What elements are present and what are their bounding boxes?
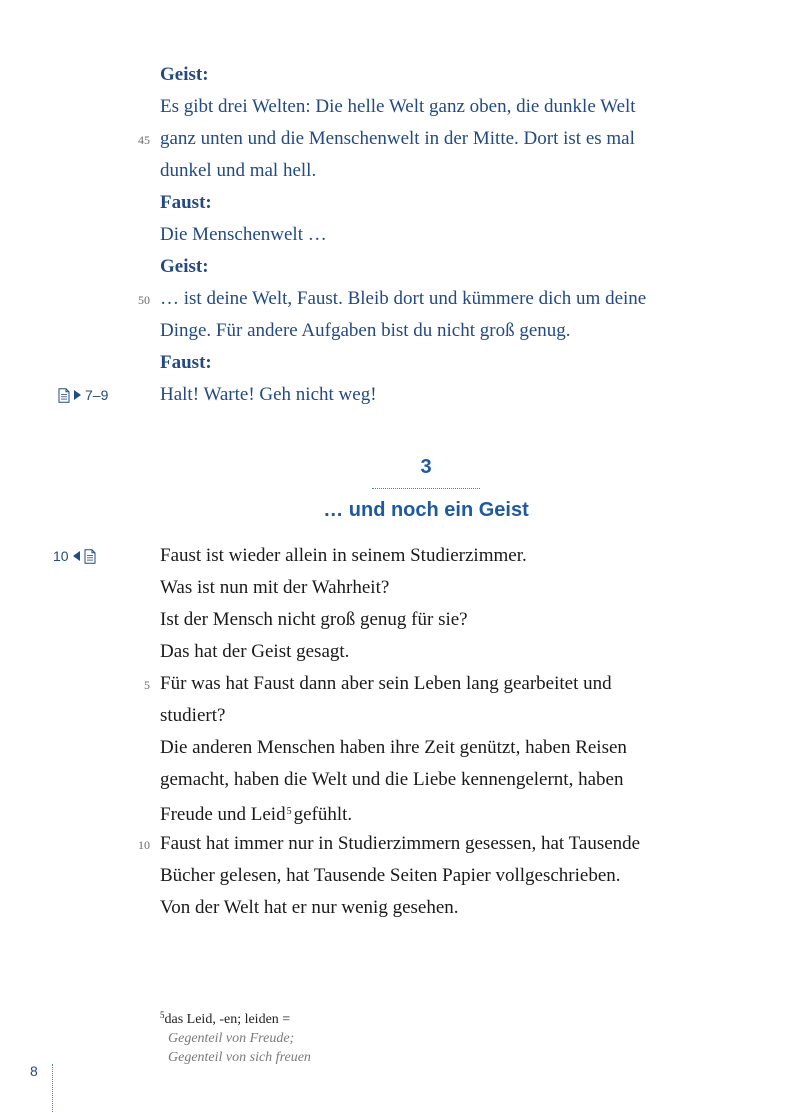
chapter-divider	[372, 488, 480, 489]
text-line: Für was hat Faust dann aber sein Leben lang gearbeitet und	[160, 673, 612, 694]
page-margin-rule	[52, 1064, 53, 1112]
footnote-marker: 5	[160, 1010, 165, 1020]
text-line: Bücher gelesen, hat Tausende Seiten Papier vollgeschrieben.	[160, 865, 621, 886]
dialogue-line: Dinge. Für andere Aufgaben bist du nicht groß genug.	[160, 320, 571, 341]
document-icon	[58, 388, 70, 403]
speaker-label: Geist:	[160, 256, 209, 277]
text-line: studiert?	[160, 705, 226, 726]
text-segment: gefühlt.	[293, 804, 353, 825]
text-line: Das hat der Geist gesagt.	[160, 641, 350, 662]
audio-track-range: 7–9	[85, 387, 109, 403]
chapter-title: … und noch ein Geist	[323, 499, 529, 521]
speaker-label: Faust:	[160, 192, 212, 213]
text-line: Die anderen Menschen haben ihre Zeit genützt, haben Reisen	[160, 737, 627, 758]
footnote	[160, 1006, 460, 1067]
footnote-gloss: Gegenteil von Freude;	[168, 1031, 295, 1046]
footnote-ref[interactable]: 5	[286, 806, 292, 817]
dialogue-line: … ist deine Welt, Faust. Bleib dort und kümmere dich um deine	[160, 288, 647, 309]
line-number: 5	[144, 678, 150, 692]
dialogue-line: Halt! Warte! Geh nicht weg!	[160, 384, 377, 405]
line-number: 10	[138, 838, 150, 852]
footnote-term-line	[160, 1006, 460, 1029]
text-segment: Freude und Leid	[160, 804, 286, 825]
text-line	[160, 800, 760, 827]
text-line: Von der Welt hat er nur wenig gesehen.	[160, 897, 459, 918]
audio-track-marker[interactable]	[58, 383, 108, 407]
dialogue-line: Es gibt drei Welten: Die helle Welt ganz oben, die dunkle Welt	[160, 96, 636, 117]
play-right-icon	[73, 389, 82, 401]
chapter-number: 3	[420, 456, 432, 478]
page-number: 8	[30, 1063, 38, 1079]
text-line: Faust ist wieder allein in seinem Studierzimmer.	[160, 545, 527, 566]
text-line: Faust hat immer nur in Studierzimmern gesessen, hat Tausende	[160, 833, 641, 854]
speaker-label: Faust:	[160, 352, 212, 373]
text-line: gemacht, haben die Welt und die Liebe kennengelernt, haben	[160, 769, 624, 790]
audio-track-marker[interactable]	[53, 544, 96, 568]
dialogue-line: ganz unten und die Menschenwelt in der Mitte. Dort ist es mal	[160, 128, 635, 149]
text-line: Ist der Mensch nicht groß genug für sie?	[160, 609, 468, 630]
dialogue-line: dunkel und mal hell.	[160, 160, 317, 181]
text-line: Was ist nun mit der Wahrheit?	[160, 577, 390, 598]
line-number: 50	[138, 293, 150, 307]
dialogue-line: Die Menschenwelt …	[160, 224, 327, 245]
play-left-icon	[72, 550, 81, 562]
line-number: 45	[138, 133, 150, 147]
speaker-label: Geist:	[160, 64, 209, 85]
footnote-gloss: Gegenteil von sich freuen	[168, 1050, 311, 1065]
footnote-term: das Leid, -en; leiden =	[164, 1012, 291, 1027]
document-icon	[84, 549, 96, 564]
audio-track-number: 10	[53, 548, 69, 564]
